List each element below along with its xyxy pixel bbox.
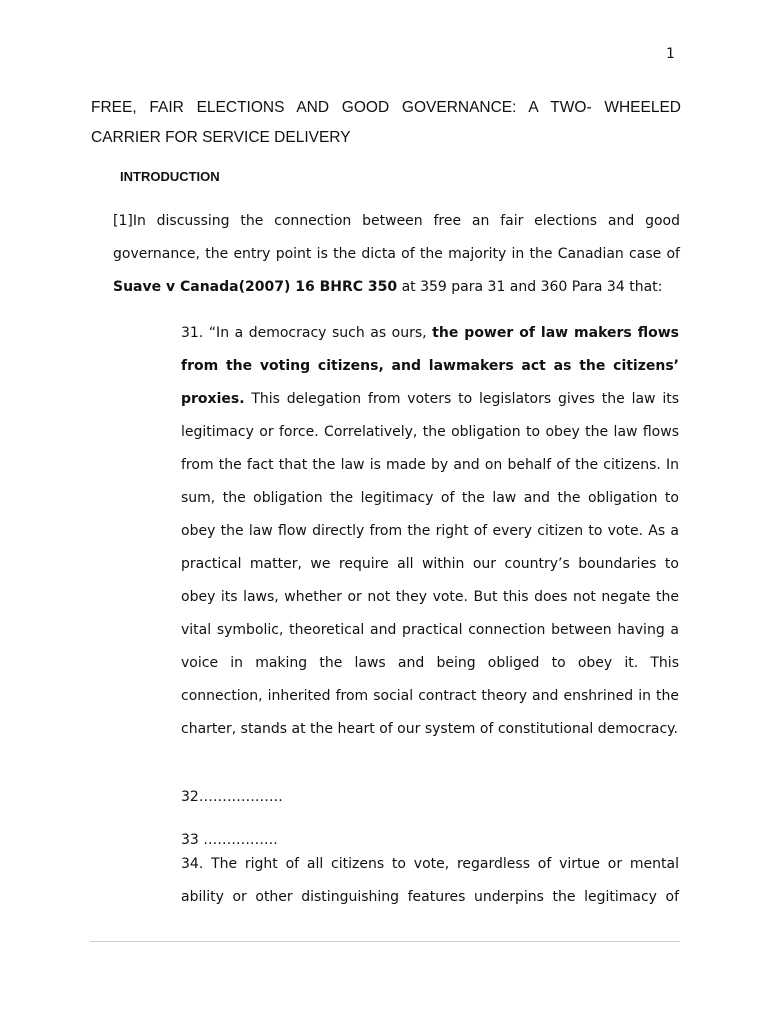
intro-paragraph-text: [1]In discussing the connection between free an fair elections and good governance, the entry point is the dicta of the majority in the Canadian case of	[113, 213, 680, 262]
document-title: FREE, FAIR ELECTIONS AND GOOD GOVERNANCE: A TWO- WHEELED CARRIER FOR SERVICE DELIVERY	[91, 99, 681, 146]
paragraph-32-placeholder: 32………………	[181, 789, 283, 805]
case-citation: Suave v Canada(2007) 16 BHRC 350	[113, 279, 398, 295]
intro-paragraph	[113, 205, 680, 304]
quote-paragraph-31	[181, 317, 679, 746]
intro-paragraph-tail: at 359 para 31 and 360 Para 34 that:	[397, 279, 663, 295]
quote-31-emphasis: the power of law makers flows from the voting citizens, and lawmakers act as the citizens’ proxies.	[181, 325, 679, 407]
footer-divider	[90, 941, 680, 942]
section-heading: INTRODUCTION	[120, 169, 220, 184]
page-number: 1	[666, 46, 675, 62]
quote-31-body: This delegation from voters to legislators gives the law its legitimacy or force. Correlatively, the obligation to obey the law flows from the fact that the law is made by and on behalf of the citizens. In sum, the obligation the legitimacy of the law and the obligation to obey the law flow directly from the right of every citizen to vote. As a practical matter, we require all within our country’s boundaries to obey its laws, whether or not they vote. But this does not negate the vital symbolic, theoretical and practical connection between having a voice in making the laws and being obliged to obey it. This connection, inherited from social contract theory and enshrined in the charter, stands at the heart of our system of constitutional democracy.	[181, 391, 679, 737]
quote-31-lead: 31. “In a democracy such as ours,	[181, 325, 433, 341]
quote-paragraph-34: 34. The right of all citizens to vote, regardless of virtue or mental ability or other distinguishing features underpins the legitimacy of	[181, 856, 679, 905]
paragraph-33-placeholder: 33 …………….	[181, 832, 278, 848]
